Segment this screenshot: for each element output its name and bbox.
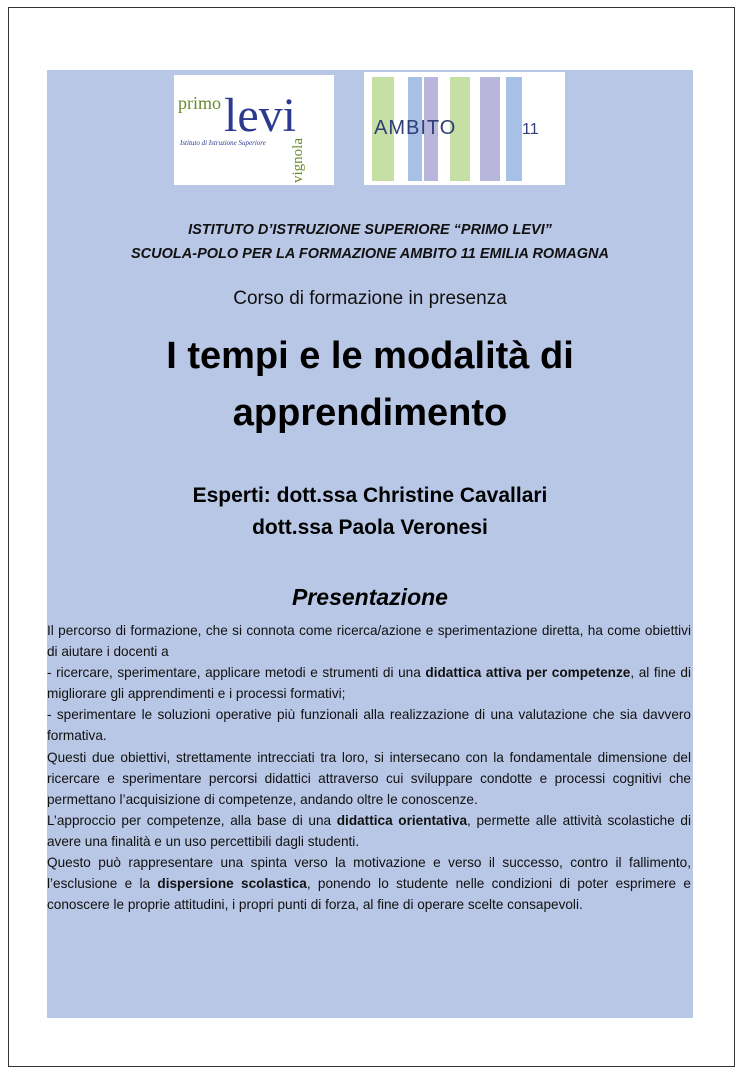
paragraph-5-text-b: , permette alle attività scolastiche di avere una finalità e un uso percettibili dagli studenti. xyxy=(47,812,691,849)
presentation-heading: Presentazione xyxy=(292,584,448,610)
experts-line-2: dott.ssa Paola Veronesi xyxy=(252,516,488,539)
paragraph-6-text-a: Questo può rappresentare una spinta verso la motivazione e verso il successo, contro il fallimento, l’esclusione e la xyxy=(47,855,691,892)
primo-levi-logo-graphic xyxy=(174,75,334,185)
logo-ambito-text: AMBITO xyxy=(374,117,457,139)
logo-ambito-number: 11 xyxy=(522,121,539,138)
logo-institute-text: Istituto di Istruzione Superiore xyxy=(180,139,266,147)
logo-vignola-text: vignola xyxy=(290,138,306,183)
paragraph-6-text-b: , ponendo lo studente nelle condizioni di poter esprimere e conoscere le proprie attitudini, i propri punti di forza, al fine di operare scelte consapevoli. xyxy=(47,876,691,913)
paragraph-3: - sperimentare le soluzioni operative più funzionali alla realizzazione di una valutazione che sia davvero formativa. xyxy=(47,707,691,744)
paragraph-2 xyxy=(47,662,691,704)
paragraph-2-bold: didattica attiva per competenze xyxy=(425,665,631,681)
ambito-11-logo xyxy=(364,72,565,185)
logo-bar-5 xyxy=(480,77,500,181)
paragraph-2-text-b: , al fine di migliorare gli apprendimenti e i processi formativi; xyxy=(47,665,692,702)
paragraph-1: Il percorso di formazione, che si connota come ricerca/azione e sperimentazione diretta, ha come obiettivi di aiutare i docenti a xyxy=(47,623,691,660)
logo-primo-text: primo xyxy=(178,93,221,113)
paragraph-6 xyxy=(47,852,691,915)
presentation-body xyxy=(47,620,691,915)
ambito-11-logo-graphic xyxy=(364,72,565,185)
course-title xyxy=(47,328,693,442)
primo-levi-logo xyxy=(174,75,334,185)
paragraph-5-bold: didattica orientativa xyxy=(336,812,468,828)
paragraph-4: Questi due obiettivi, strettamente intrecciati tra loro, si intersecano con la fondamentale dimensione del ricercare e sperimentare percorsi didattici attraverso cui sviluppare condotte e processi cognitivi che permettano l’acquisizione di competenze, andando oltre le conoscenze. xyxy=(47,749,691,807)
institute-name: ISTITUTO D’ISTRUZIONE SUPERIORE “PRIMO LEVI” xyxy=(188,222,552,238)
paragraph-5 xyxy=(47,810,691,852)
training-hub-line: SCUOLA-POLO PER LA FORMAZIONE AMBITO 11 EMILIA ROMAGNA xyxy=(131,246,609,262)
paragraph-2-text-a: - ricercare, sperimentare, applicare metodi e strumenti di una xyxy=(47,665,426,681)
logo-bar-6 xyxy=(506,77,522,181)
course-title-line-1: I tempi e le modalità di xyxy=(166,335,574,377)
course-title-line-2: apprendimento xyxy=(232,392,508,434)
logo-levi-text: levi xyxy=(224,89,296,142)
course-type: Corso di formazione in presenza xyxy=(233,288,507,309)
paragraph-6-bold: dispersione scolastica xyxy=(157,876,307,892)
paragraph-5-text-a: L’approccio per competenze, alla base di una xyxy=(47,812,337,828)
experts-line-1: Esperti: dott.ssa Christine Cavallari xyxy=(192,484,548,507)
